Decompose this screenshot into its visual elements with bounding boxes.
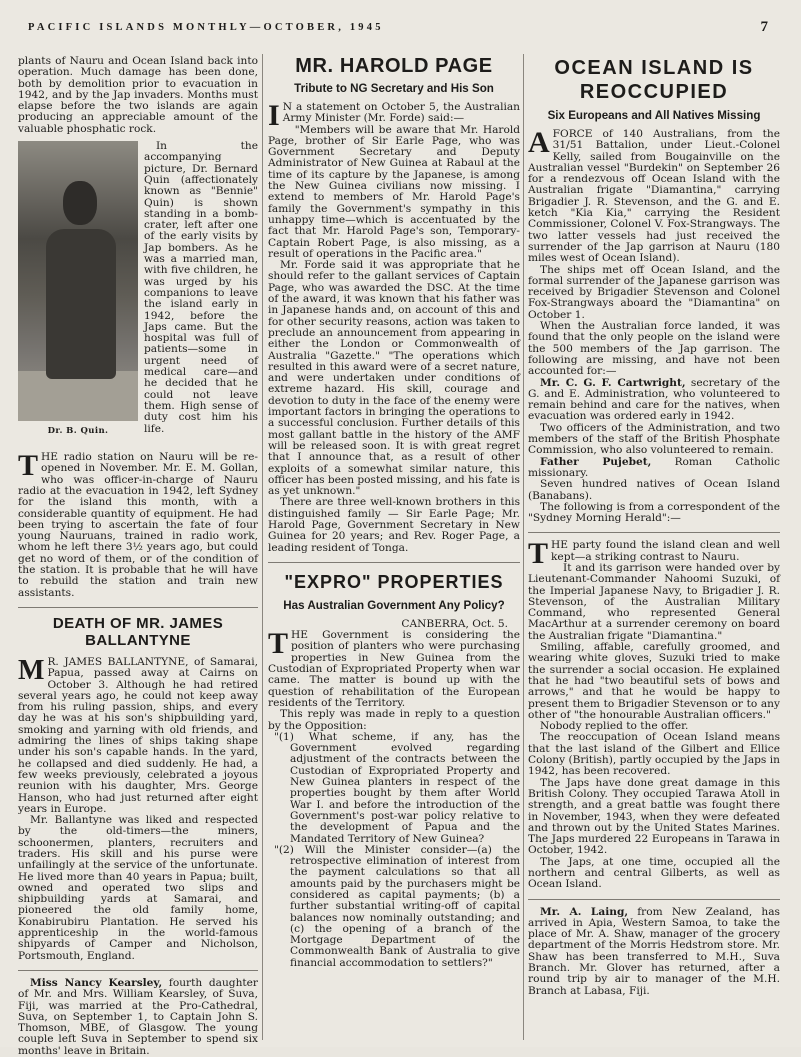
missing-name: Mr. C. G. F. Cartwright, xyxy=(540,376,686,389)
missing-cartwright xyxy=(528,378,780,423)
drop-cap: T xyxy=(268,627,289,661)
drop-cap: M xyxy=(18,654,45,686)
expro-question-2: "(2) Will the Minister consider—(a) the retrospective elimination of interest from the payment calculations so that all amounts paid by the purchasers might be considered as capital payments; (b) a further substantial writing-off of capital balances now nominally outstanding; and (c) the opening of a branch of the Mortgage Department of the Commonwealth Bank of Australia to give financial accommodation to settlers?" xyxy=(274,843,520,969)
photo-text: In the accompanying picture, Dr. Bernard Quin (affectionately known as "Bennie" Quin) is shown standing in a bomb-crater, left after one of the early visits by Jap bombers. As he was a married man, with five children, he was urged by his companions to leave the island early in 1942, before the Japs came. But the hospital was full of patients—some in urgent need of medical care—and he decided that he could not leave them. High sense of duty cost him his life. xyxy=(144,140,258,435)
ocean-text-5: HE party found the island clean and well kept—a striking contrast to Nauru. xyxy=(551,539,780,563)
kearsley-text: fourth daughter of Mr. and Mrs. William Kearsley, of Suva, Fiji, was married at the Pro-Cathedral, Suva, on September 1, to Captain John S. Thomson, MBE, of Glasgow. The young couple left Suva in September to spend six months' leave in Britain. xyxy=(18,976,258,1057)
drop-cap: T xyxy=(18,449,39,483)
nauru-intro-text: plants of Nauru and Ocean Island back into operation. Much damage has been done, both by demolition prior to evacuation in 1942, and by the Jap invaders. Months must elapse before the two islands are again producing an appreciable amount of the valuable phosphatic rock. xyxy=(18,55,258,135)
expro-text-1: HE Government is considering the position of planters who were purchasing properties in New Guinea from the Custodian of Expropriated Property when war came. The matter is bound up with the question of rehabilitation of the European residents of the Territory. xyxy=(268,629,520,709)
death-heading: DEATH OF MR. JAMES BALLANTYNE xyxy=(52,614,224,649)
ocean-island-heading: OCEAN ISLAND IS REOCCUPIED xyxy=(554,57,754,103)
page-paragraph-3: Mr. Forde said it was appropriate that he should refer to the gallant services of Captain Page, who was awarded the DSC. At the time of the award, it was known that his father was in Japanese hands and, on account of this and for other security reasons, action was taken to preclude an announcement from appearing in either the London or Commonwealth of Australia "Gazette." "The operations which resulted in this award were of a secret nature, and were undertaken under conditions of extreme hazard. His skill, courage and devotion to duty in the face of the enemy were important factors in bringing the operations to a successful conclusion. Further details of this most gallant battle in the history of the AMF will be released soon. It is with great regret that I announce that, as a result of other exploits of a somewhat similar nature, this officer has been posted missing, and his fate is as yet unknown." xyxy=(268,259,520,498)
dr-quin-photo xyxy=(18,141,138,421)
death-paragraph-2: Mr. Ballantyne was liked and respected by the old-timers—the miners, schoonermen, planters, recruiters and traders. His skill and his purse were unfailingly at the service of the unfortunate. He lived more than 40 years in Papua; built, owned and operated two slips and shipbuilding yards at Samarai, and pioneered the old family home, Konabirubiru Plantation. He served his apprenticeship in the world-famous shipyards of Camper and Nicholson, Portsmouth, England. xyxy=(18,814,258,962)
ocean-paragraph-1 xyxy=(528,126,780,265)
ocean-paragraph-11: The Japs, at one time, occupied all the northern and central Gilberts, as well as Ocean Island. xyxy=(528,855,780,891)
missing-officers: Two officers of the Administration, and two members of the staff of the British Phosphate Commission, who also volunteered to remain. xyxy=(528,421,780,457)
radio-paragraph xyxy=(18,449,258,599)
missing-natives: Seven hundred natives of Ocean Island (Banabans). xyxy=(528,478,780,502)
column-rule xyxy=(523,54,524,1040)
page-article-subheading: Tribute to NG Secretary and His Son xyxy=(294,82,494,95)
masthead-title: PACIFIC ISLANDS MONTHLY—OCTOBER, 1945 xyxy=(28,22,384,33)
divider xyxy=(268,562,520,563)
column-rule xyxy=(262,54,263,1040)
ocean-paragraph-6: It and its garrison were handed over by Lieutenant-Commander Nahoomi Suzuki, of the Imperial Japanese Navy, to Brigadier J. R. Stevenson, of the Australian Military Command, who represented General MacArthur at a surrender ceremony on board the Australian frigate "Diamantina." xyxy=(528,561,780,642)
radio-text: HE radio station on Nauru will be re-opened in November. Mr. E. M. Gollan, who was officer-in-charge of Nauru radio at the evacuation in 1942, left Sydney for the island this month, with a considerable quantity of equipment. He had been trying to ascertain the fate of four young Nauruans, trained in radio work, whom he left there 3½ years ago, but could get no word of them, or of the condition of the station. It is probable that he will have to rebuild the station and train new assistants. xyxy=(18,451,258,599)
column-2 xyxy=(268,56,520,1041)
expro-subheading: Has Australian Government Any Policy? xyxy=(283,598,505,612)
divider xyxy=(18,970,258,971)
page-text-1: N a statement on October 5, the Australian Army Minister (Mr. Forde) said:— xyxy=(282,101,520,125)
ocean-paragraph-9: The reoccupation of Ocean Island means that the last island of the Gilbert and Ellice Colony (British), partly occupied by the Japs in 1942, has been recovered. xyxy=(528,731,780,778)
drop-cap: I xyxy=(268,99,280,132)
laing-paragraph xyxy=(528,907,780,997)
missing-text: secretary of the G. and E. Administration, who volunteered to remain behind and care for the natives, when evacuation was ordered early in 1942. xyxy=(528,376,780,423)
ocean-paragraph-5 xyxy=(528,537,780,571)
missing-text: Roman Catholic missionary. xyxy=(528,455,780,479)
ocean-paragraph-2: The ships met off Ocean Island, and the formal surrender of the Japanese garrison was received by Brigadier Stevenson and Colonel Fox-Strangways aboard the "Diamantina" on October 1. xyxy=(528,263,780,321)
death-paragraph-1 xyxy=(18,654,258,815)
ocean-paragraph-10: The Japs have done great damage in this British Colony. They occupied Tarawa Atoll in strength, and a great battle was fought there in November, 1943, when they were defeated and thrown out by the United States Marines. The Japs murdered 22 Europeans in Tarawa in October, 1942. xyxy=(528,776,780,857)
masthead xyxy=(28,19,768,36)
drop-cap: A xyxy=(528,126,550,159)
divider xyxy=(528,532,780,533)
page-article-heading: MR. HAROLD PAGE xyxy=(295,55,493,77)
ocean-text-1: FORCE of 140 Australians, from the 31/51 Battalion, under Lieut.-Colonel Kelly, sailed from Bougainville on the Australian vessel "Burdekin" on September 26 for a rendezvous off Ocean Island with the Australian frigate "Diamantina," carrying Brigadier J. R. Stevenson, and the G. and E. ketch "Kia Kia," carrying the Resident Commissioner, Colonel V. Fox-Strangways. The two latter vessels had just received the surrender of the Jap garrison at Nauru (180 miles west of Ocean Island). xyxy=(528,128,780,265)
page-paragraph-2: "Members will be aware that Mr. Harold Page, brother of Sir Earle Page, who was Government Secretary and Deputy Administrator of New Guinea at Rabaul at the time of its capture by the Japanese, is among the New Guinea civilians now missing. I extend to members of Mr. Harold Page's family the Government's sympathy in this unhappy time—which is accentuated by the fact that Mr. Harold Page's son, Temporary-Captain Robert Page, is also missing, as a result of operations in the Pacific area." xyxy=(268,123,520,260)
laing-name: Mr. A. Laing, xyxy=(540,905,629,918)
expro-paragraph-2: This reply was made in reply to a question by the Opposition: xyxy=(268,708,520,732)
drop-cap: T xyxy=(528,537,549,571)
ocean-paragraph-3: When the Australian force landed, it was found that the only people on the island were the 500 members of the Jap garrison. The following are missing, and have not been accounted for:— xyxy=(528,320,780,378)
kearsley-paragraph xyxy=(18,978,258,1057)
ocean-paragraph-4: The following is from a correspondent of the "Sydney Morning Herald":— xyxy=(528,500,780,525)
expro-heading: "EXPRO" PROPERTIES xyxy=(284,571,504,592)
ocean-paragraph-8: Nobody replied to the offer. xyxy=(540,720,689,733)
page-paragraph-4: There are three well-known brothers in this distinguished family — Sir Earle Page; Mr. Harold Page, Government Secretary in New Guinea for 20 years; and Rev. Roger Page, a leading resident of Tonga. xyxy=(268,496,520,554)
column-3 xyxy=(528,56,780,1041)
page-number: 7 xyxy=(760,19,768,35)
photo-caption: Dr. B. Quin. xyxy=(47,426,109,437)
laing-text: from New Zealand, has arrived in Apia, Western Samoa, to take the place of Mr. A. Shaw, manager of the grocery department of the Morris Hedstrom store. Mr. Shaw has been transferred to M.H., Suva Branch. Mr. Glover has returned, after a round trip by air to manager of the M.H. Branch at Labasa, Fiji. xyxy=(528,905,780,997)
page-paragraph-1 xyxy=(268,99,520,132)
expro-question-1: "(1) What scheme, if any, has the Government evolved regarding adjustment of the contracts between the Custodian of Expropriated Property and New Guinea planters in respect of the properties bought by them after World War I. and before the introduction of the Government's post-war policy relative to the development of Papua and the Mandated Territory of New Guinea? xyxy=(274,730,520,845)
death-text-1: R. JAMES BALLANTYNE, of Samarai, Papua, passed away at Cairns on October 3. Although he had retired several years ago, he could not keep away from his ruling passion, ships, and every day he was at his son's shipbuilding yard, smoking and yarning with old friends, and admiring the lines of ships taking shape under his son's capable hands. In the yard, he collapsed and died suddenly. He had, a few weeks previously, celebrated a joyous reunion with his daughter, Mrs. George Hanson, who had just returned after eight years in Europe. xyxy=(18,655,258,815)
missing-pujebet xyxy=(528,457,780,480)
divider xyxy=(18,607,258,608)
photo-block xyxy=(18,141,138,446)
kearsley-name: Miss Nancy Kearsley, xyxy=(30,976,163,989)
missing-name: Father Pujebet, xyxy=(540,455,652,468)
column-1 xyxy=(18,55,258,1057)
ocean-island-subheading: Six Europeans and All Natives Missing xyxy=(547,109,761,122)
ocean-paragraph-7: Smiling, affable, carefully groomed, and wearing white gloves, Suzuki tried to make the surrender a social occasion. He explained that he had "two beautiful sets of bows and arrows," and that he would be happy to present them to Brigadier Stevenson or to any other of "the honourable Australian officers." xyxy=(528,641,780,721)
divider xyxy=(528,899,780,900)
expro-dateline: CANBERRA, Oct. 5. xyxy=(401,617,508,630)
expro-paragraph-1 xyxy=(268,627,520,709)
